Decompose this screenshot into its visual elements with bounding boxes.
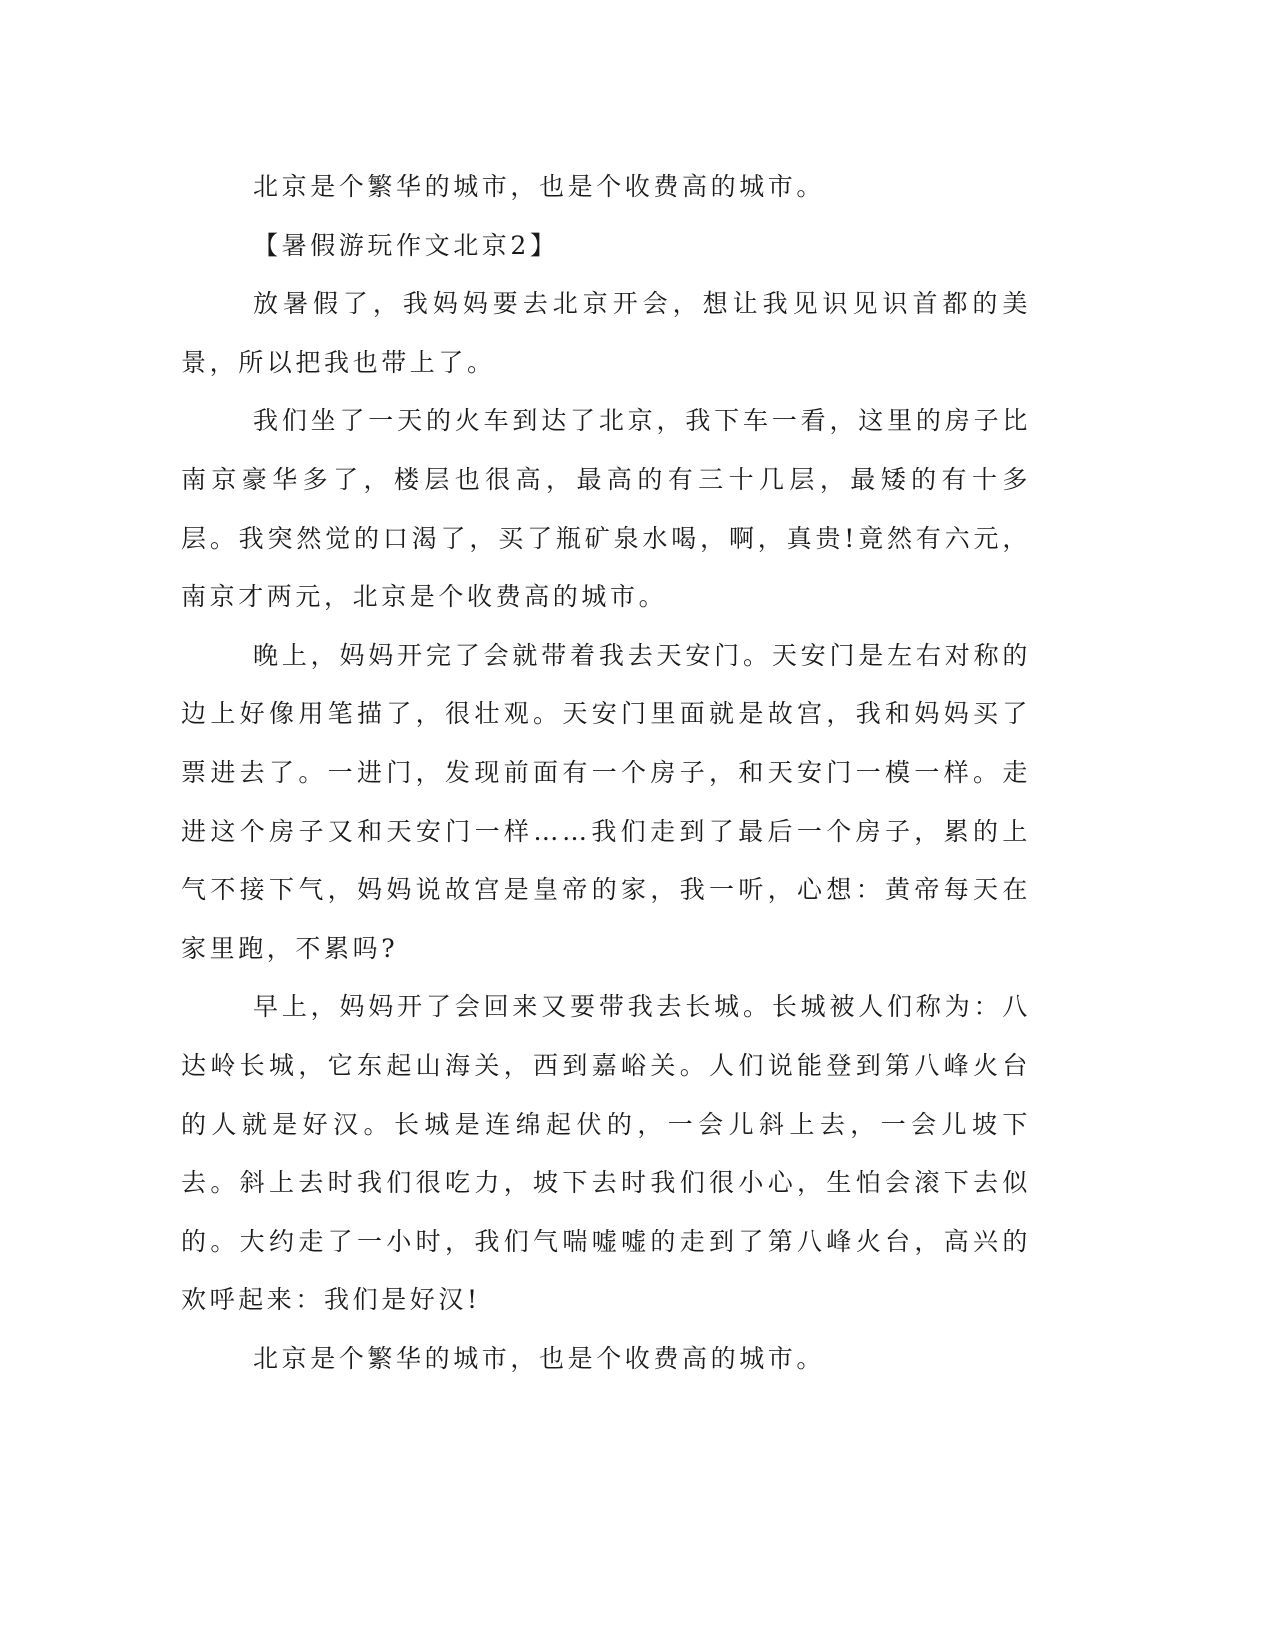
paragraph-summer-vacation: 放暑假了，我妈妈要去北京开会，想让我见识见识首都的美景，所以把我也带上了。 — [181, 289, 1031, 377]
paragraph-arrival: 我们坐了一天的火车到达了北京，我下车一看，这里的房子比南京豪华多了，楼层也很高，最高的有三十几层，最矮的有十多层。我突然觉的口渴了，买了瓶矿泉水喝，啊，真贵!竟然有六元，南京才两元，北京是个收费高的城市。 — [181, 406, 1031, 612]
paragraph-tiananmen: 晚上，妈妈开完了会就带着我去天安门。天安门是左右对称的边上好像用笔描了，很壮观。天安门里面就是故宫，我和妈妈买了票进去了。一进门，发现前面有一个房子，和天安门一模一样。走进这个房子又和天安门一样……我们走到了最后一个房子，累的上气不接下气，妈妈说故宫是皇帝的家，我一听，心想：黄帝每天在家里跑，不累吗? — [181, 640, 1031, 963]
section-heading: 【暑假游玩作文北京2】 — [253, 230, 559, 260]
paragraph-intro: 北京是个繁华的城市，也是个收费高的城市。 — [253, 172, 826, 201]
paragraph-conclusion: 北京是个繁华的城市，也是个收费高的城市。 — [253, 1343, 826, 1373]
paragraph-great-wall: 早上，妈妈开了会回来又要带我去长城。长城被人们称为：八达岭长城，它东起山海关，西到嘉峪关。人们说能登到第八峰火台的人就是好汉。长城是连绵起伏的，一会儿斜上去，一会儿坡下去。斜上去时我们很吃力，坡下去时我们很小心，生怕会滚下去似的。大约走了一小时，我们气喘嘘嘘的走到了第八峰火台，高兴的欢呼起来：我们是好汉! — [181, 992, 1031, 1315]
document-body — [181, 158, 1031, 1388]
